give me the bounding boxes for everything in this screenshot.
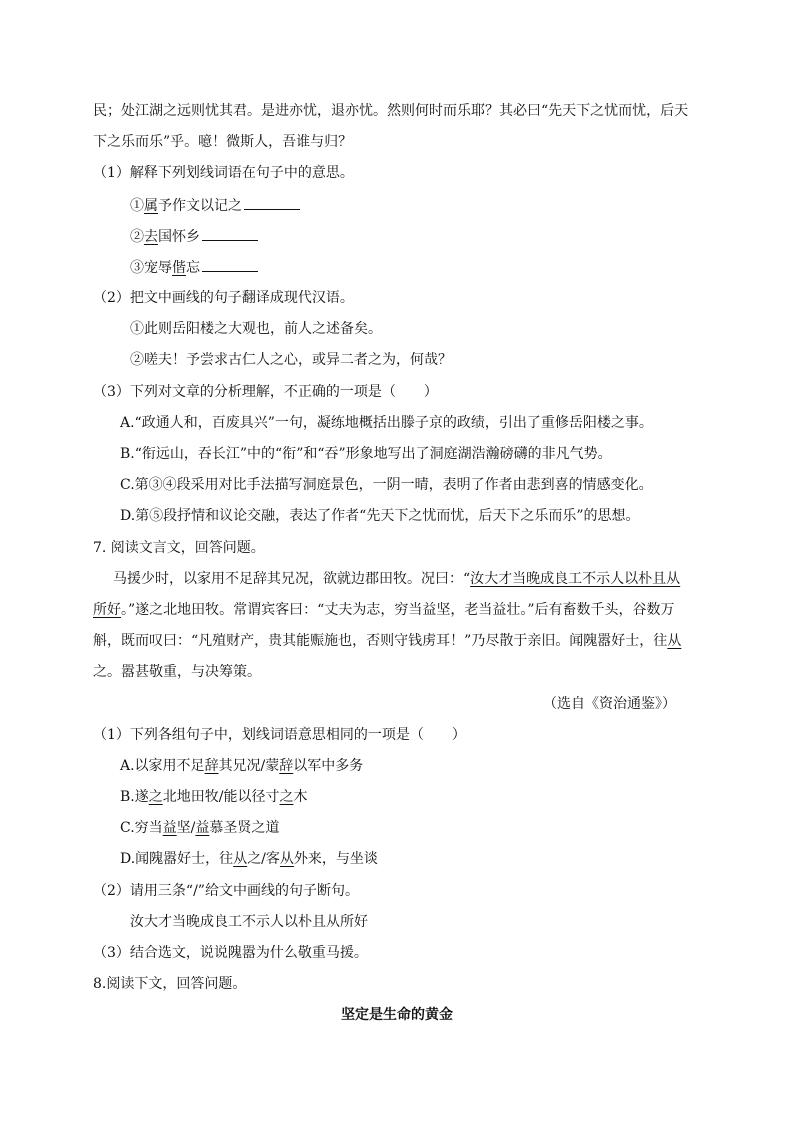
question-prompt: （2）把文中画线的句子翻译成现代汉语。 [93,290,354,306]
question-prompt: （3）下列对文章的分析理解，不正确的一项是（ ） [93,384,438,400]
question-prompt: （3）结合选文，说说隗嚣为什么敬重马援。 [93,945,368,961]
answer-blank[interactable] [244,195,300,210]
underlined-word: 益 [162,820,177,836]
underlined-sentence: 所好 [93,602,121,618]
answer-blank[interactable] [202,226,258,241]
underlined-word: 辞 [279,758,294,774]
choice-option-c[interactable] [120,818,279,838]
question-heading: 7. 阅读文言文，回答问题。 [93,540,265,556]
vocab-item [130,257,258,278]
option-text: 之/客 [247,851,280,867]
passage-line: 民；处江湖之远则忧其君。是进亦忧，退亦忧。然则何时而乐耶？其必曰“先天下之忧而忧，后天 [93,103,689,119]
underlined-word: 益 [195,820,210,836]
underlined-word: 从 [279,851,294,867]
question-prompt: （2）请用三条“/”给文中画线的句子断句。 [93,883,359,899]
choice-option-a[interactable] [120,756,363,776]
sentence-to-punctuate: 汝大才当晚成良工不示人以朴且从所好 [130,914,368,930]
underlined-word: 之 [279,789,294,805]
option-text: A.以家用不足 [120,758,205,774]
passage-line: 下之乐而乐”乎。噫！微斯人，吾谁与归？ [93,134,353,150]
choice-option-c[interactable]: C.第③④段采用对比手法描写洞庭景色，一阴一晴，表明了作者由悲到喜的情感变化。 [120,477,653,493]
translate-item: ①此则岳阳楼之大观也，前人之述备矣。 [130,321,382,337]
item-number: ③ [130,260,144,276]
answer-blank[interactable] [202,257,258,272]
translate-item: ②嗟夫！予尝求古仁人之心，或异二者之为，何哉？ [130,352,452,368]
passage-text: 。”遂之北地田牧。常谓宾客曰：“丈夫为志，穷当益坚，老当益壮。”后有畜数千头，谷数万 [121,602,675,618]
underlined-word: 去 [144,229,158,245]
question-heading: 8.阅读下文，回答问题。 [93,976,247,992]
option-text: C.穷当 [120,820,163,836]
choice-option-b[interactable] [120,787,307,807]
classical-passage-line [93,600,674,620]
classical-passage-line [113,569,680,589]
underlined-word: 辞 [204,758,219,774]
source-citation: （选自《资治通鉴》） [543,696,676,712]
article-title: 坚定是生命的黄金 [341,1007,453,1023]
option-text: 北地田牧/能以径寸 [162,789,280,805]
underlined-sentence: 汝大才当晚成良工不示人以朴且从 [470,571,681,587]
underlined-word: 偕 [172,260,186,276]
option-text: 木 [293,789,308,805]
item-text: 宠辱 [144,260,172,276]
underlined-word: 属 [144,198,158,214]
option-text: D.闻隗嚣好士，往 [120,851,234,867]
underlined-word: 从 [233,851,248,867]
choice-option-a[interactable]: A.“政通人和，百废具兴”一句，凝练地概括出滕子京的政绩，引出了重修岳阳楼之事。 [120,415,653,431]
classical-passage-line: 之。嚣甚敬重，与决筹策。 [93,664,261,680]
question-prompt: （1）下列各组句子中，划线词语意思相同的一项是（ ） [93,727,466,743]
item-number: ② [130,229,144,245]
passage-text: 马援少时，以家用不足辞其兄况，欲就边郡田牧。况曰：“ [113,571,471,587]
item-number: ① [130,198,144,214]
option-text: 外来，与坐谈 [293,851,378,867]
vocab-item [130,226,258,247]
option-text: 慕圣贤之道 [209,820,280,836]
choice-option-d[interactable] [120,849,378,869]
choice-option-d[interactable]: D.第⑤段抒情和议论交融，表达了作者“先天下之忧而忧，后天下之乐而乐”的思想。 [120,508,640,524]
vocab-item [130,195,300,216]
passage-text: 斛，既而叹曰：“凡殖财产，贵其能赈施也，否则守钱虏耳！”乃尽散于亲旧。闻隗嚣好士，往 [93,633,668,649]
option-text: B.遂 [120,789,149,805]
option-text: 坚/ [176,820,196,836]
option-text: 以军中多务 [293,758,364,774]
underlined-word: 从 [667,633,682,649]
question-prompt: （1）解释下列划线词语在句子中的意思。 [93,165,354,181]
item-text: 予作文以记之 [158,198,242,214]
option-text: 其兄况/蒙 [218,758,280,774]
item-text: 国怀乡 [158,229,200,245]
item-text: 忘 [186,260,200,276]
classical-passage-line [93,631,681,651]
underlined-word: 之 [148,789,163,805]
choice-option-b[interactable]: B.“衔远山，吞长江”中的“衔”和“吞”形象地写出了洞庭湖浩瀚磅礴的非凡气势。 [120,446,612,462]
